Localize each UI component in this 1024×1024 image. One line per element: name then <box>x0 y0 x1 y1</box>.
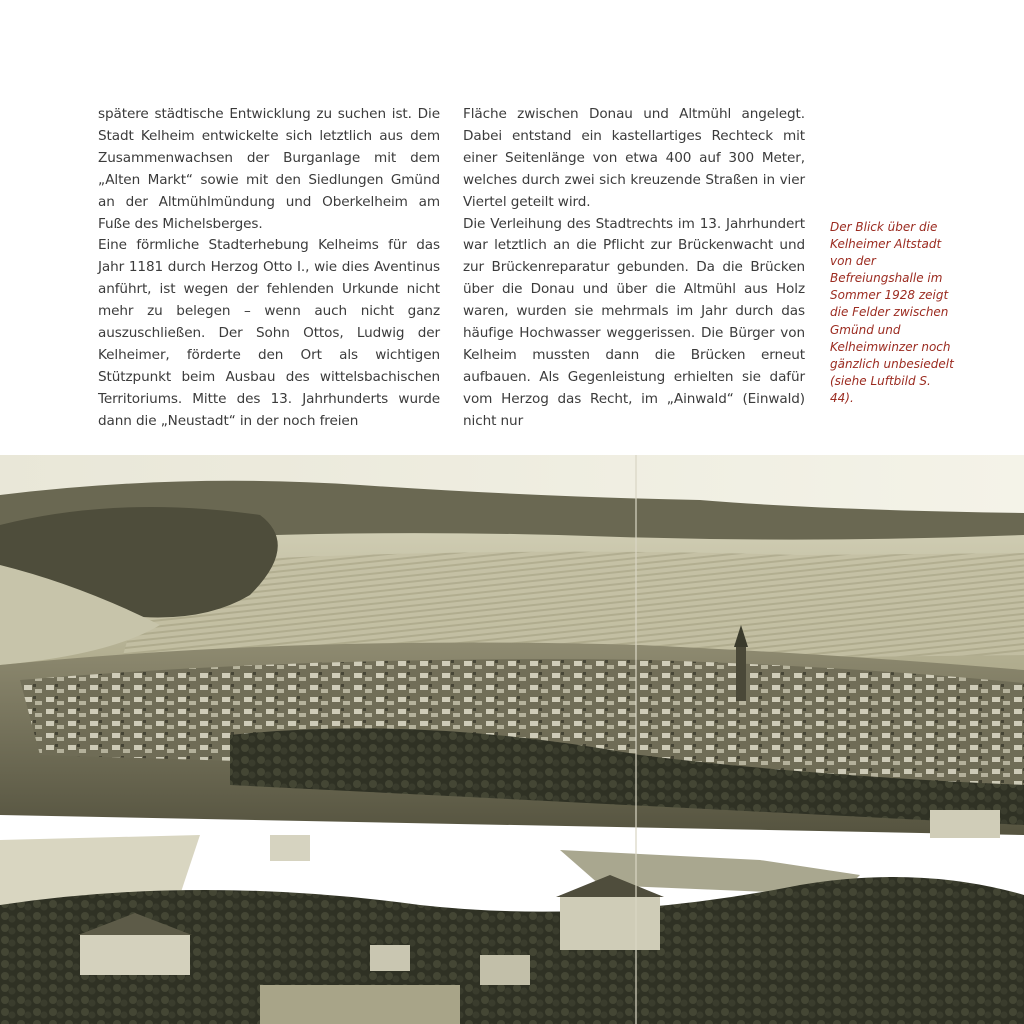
church-tower <box>736 645 746 701</box>
paragraph: Fläche zwischen Donau und Altmühl angelegt. Dabei entstand ein kastellartiges Rechteck mit einer Seitenlänge von etwa 400 auf 300 Meter, welches durch zwei sich kreuzende Straßen in vier Viertel geteilt wird. <box>463 106 805 210</box>
text-column-left <box>98 104 440 433</box>
bottom-field <box>260 985 460 1024</box>
photo-caption: Der Blick über die Kelheimer Altstadt von der Befreiungshalle im Sommer 1928 zeigt die Felder zwischen Gmünd und Kelheimwinzer noch gänzlich unbesiedelt (siehe Luftbild S. 44). <box>830 220 954 405</box>
paragraph: spätere städtische Entwicklung zu suchen ist. Die Stadt Kelheim entwickelte sich letztlich aus dem Zusammenwachsen der Burganlage mit dem „Alten Markt“ sowie mit den Siedlungen Gmünd an der Altmühlmündung und Oberkelheim am Fuße des Michelsberges. <box>98 106 440 232</box>
paragraph: Eine förmliche Stadterhebung Kelheims für das Jahr 1181 durch Herzog Otto I., wie dies Aventinus anführt, ist wegen der fehlenden Urkunde nicht mehr zu belegen – wenn auch nicht ganz auszuschließen. Der Sohn Ottos, Ludwig der Kelheimer, förderte den Ort als wichtigen Stützpunkt beim Ausbau des wittelsbachischen Territoriums. Mitte des 13. Jahrhunderts wurde dann die „Neustadt“ in der noch freien <box>98 237 440 429</box>
text-column-right <box>463 104 805 433</box>
aerial-photo-kelheim-1928 <box>0 455 1024 1024</box>
paragraph: Die Verleihung des Stadtrechts im 13. Jahrhundert war letztlich an die Pflicht zur Brückenwacht und zur Brückenreparatur gebunden. Da die Brücken über die Donau und über die Altmühl aus Holz waren, wurden sie mehrmals im Jahr durch das häufige Hochwasser weggerissen. Die Bürger von Kelheim mussten dann die Brücken erneut aufbauen. Als Gegenleistung erhielten sie dafür vom Herzog das Recht, im „Ainwald“ (Einwald) nicht nur <box>463 215 805 429</box>
